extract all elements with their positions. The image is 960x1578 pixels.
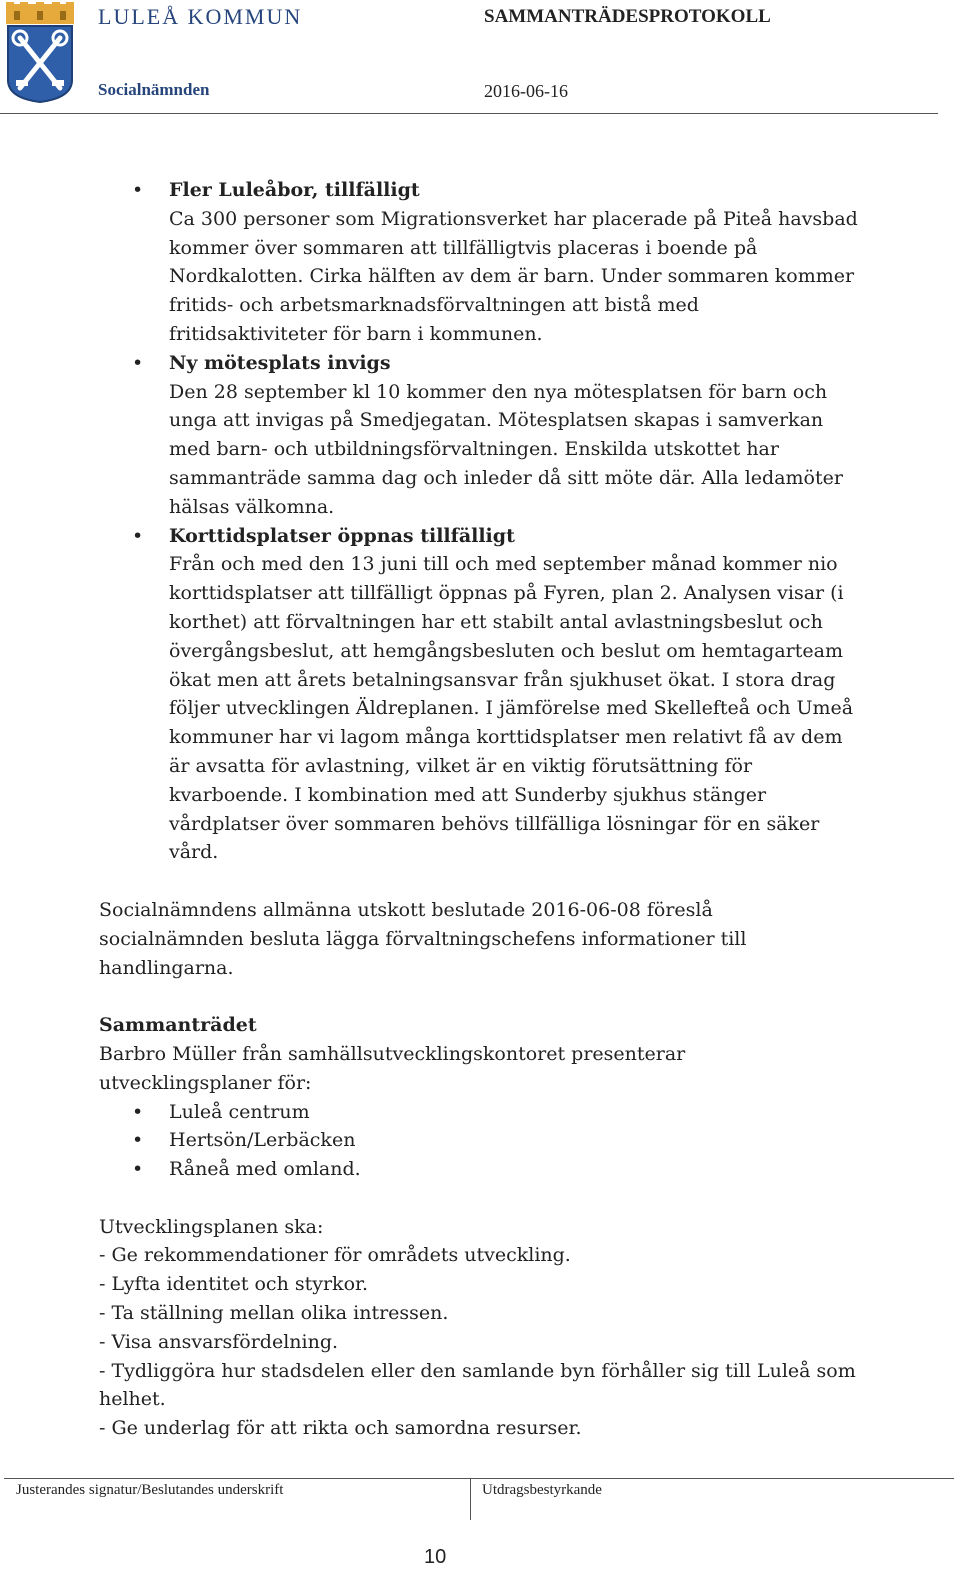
- bullet-icon: •: [132, 1158, 144, 1181]
- bullet-body: Från och med den 13 juni till och med september månad kommer nio korttidsplatser att tillfälligt öppnas på Fyren, plan 2. Analysen visar (i korthet) att förvaltningen har ett stabilt antal avlastningsbeslut och övergångsbeslut, att hemgångsbesluten och beslut om hemtagarteam ökat men att årets betalningsansvar från sjukhuset ökat. I stora drag följer utvecklingen Äldreplanen. I jämförelse med Skellefteå och Umeå kommuner har vi lagom många korttidsplatser men relativt få av dem är avsatta för avlastning, vilket är en viktig förutsättning för kvarboende. I kombination med att Sunderby sjukhus stänger vårdplatser över sommaren behövs tillfälliga lösningar för en säker vård.: [169, 553, 854, 864]
- meeting-intro: Barbro Müller från samhällsutvecklingskontoret presenterar utvecklingsplaner för:: [99, 1042, 686, 1094]
- list-item: - Ta ställning mellan olika intressen.: [99, 1302, 449, 1325]
- footer-column-divider: [470, 1478, 471, 1520]
- list-item: [99, 1098, 859, 1127]
- list-item: - Ge underlag för att rikta och samordna resurser.: [99, 1417, 582, 1440]
- development-area-list: [99, 1098, 859, 1184]
- list-item: [99, 1126, 859, 1155]
- list-item: [99, 1155, 859, 1184]
- area-name: Hertsön/Lerbäcken: [169, 1129, 356, 1152]
- document-type: SAMMANTRÄDESPROTOKOLL: [484, 6, 771, 27]
- department-name: Socialnämnden: [98, 80, 210, 99]
- plan-goal-list: [99, 1241, 859, 1443]
- area-name: Råneå med omland.: [169, 1158, 361, 1181]
- bullet-icon: •: [132, 1129, 144, 1152]
- bullet-icon: •: [132, 524, 144, 547]
- bullet-title: Ny mötesplats invigs: [169, 351, 391, 374]
- bullet-title: Korttidsplatser öppnas tillfälligt: [169, 524, 515, 547]
- list-item: [99, 349, 859, 522]
- lulea-coat-of-arms-logo: [4, 2, 76, 104]
- bullet-body: Den 28 september kl 10 kommer den nya mötesplatsen för barn och unga att invigas på Smedjegatan. Mötesplatsen skapas i samverkan med barn- och utbildningsförvaltningen. Enskilda utskottet har sammanträde samma dag och inleder då sitt möte där. Alla ledamöter hälsas välkomna.: [169, 380, 843, 518]
- bullet-body: Ca 300 personer som Migrationsverket har placerade på Piteå havsbad kommer över sommaren att tillfälligtvis placeras i boende på Nordkalotten. Cirka hälften av dem är barn. Under sommaren kommer fritids- och arbetsmarknadsförvaltningen att bistå med fritidsaktiviteter för barn i kommunen.: [169, 207, 858, 345]
- list-item: - Tydliggöra hur stadsdelen eller den samlande byn förhåller sig till Luleå som helhet.: [99, 1359, 856, 1411]
- header-divider: [0, 113, 938, 114]
- meeting-heading: Sammanträdet: [99, 1014, 257, 1037]
- extract-certification-label: Utdragsbestyrkande: [482, 1482, 602, 1498]
- bullet-icon: •: [132, 179, 144, 201]
- decision-paragraph: Socialnämndens allmänna utskott beslutade 2016-06-08 föreslå socialnämnden besluta lägga förvaltningschefens informationer till handlingarna.: [99, 898, 747, 979]
- area-name: Luleå centrum: [169, 1100, 310, 1123]
- bullet-title: Fler Luleåbor, tillfälligt: [169, 179, 420, 201]
- list-item: - Lyfta identitet och styrkor.: [99, 1273, 369, 1296]
- page-number: 10: [424, 1546, 447, 1568]
- document-date: 2016-06-16: [484, 81, 568, 101]
- bullet-icon: •: [132, 1100, 144, 1123]
- protocol-body: [99, 176, 859, 1443]
- bullet-icon: •: [132, 351, 144, 374]
- signature-label: Justerandes signatur/Beslutandes underskrift: [16, 1482, 284, 1498]
- plan-intro: Utvecklingsplanen ska:: [99, 1215, 324, 1238]
- municipality-name: LULEÅ KOMMUN: [98, 4, 303, 29]
- footer-divider: [4, 1478, 954, 1479]
- list-item: - Visa ansvarsfördelning.: [99, 1330, 339, 1353]
- information-bullet-list: [99, 176, 859, 867]
- list-item: [99, 176, 859, 349]
- list-item: [99, 522, 859, 868]
- list-item: - Ge rekommendationer för områdets utveckling.: [99, 1244, 571, 1267]
